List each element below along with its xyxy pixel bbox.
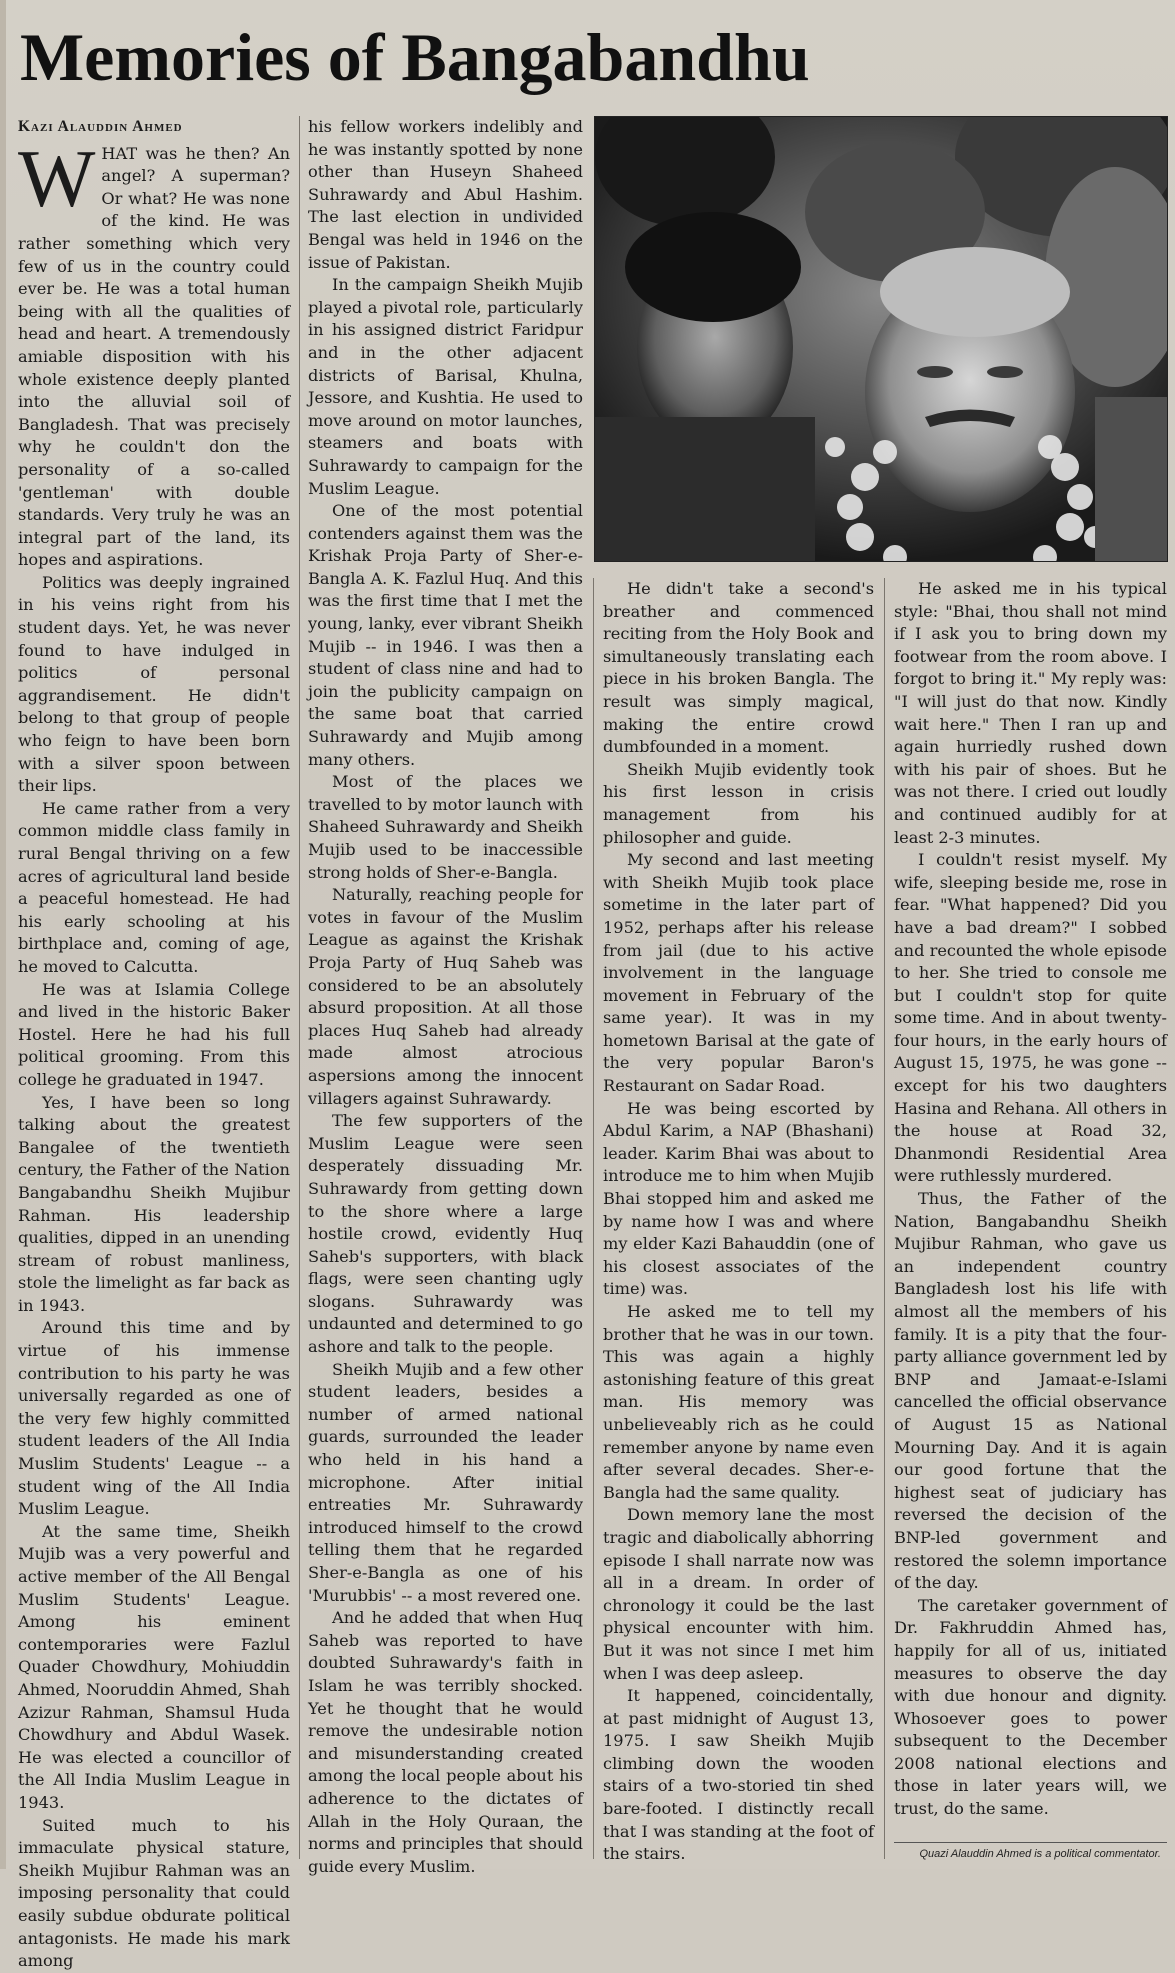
paragraph: Yes, I have been so long talking about the greatest Bangalee of the twentieth century, the Father of the Nation Bangabandhu Sheikh Mujibur Rahman. His leadership qualities, dipped in an unending stream of robust manliness, stole the limelight as far back as in 1943. xyxy=(18,1092,290,1315)
headline: Memories of Bangabandhu xyxy=(20,19,810,95)
news-photo xyxy=(594,116,1168,562)
paragraph: Naturally, reaching people for votes in favour of the Muslim League as against the Krishak Proja Party of Huq Saheb was considered to be an absolutely absurd proposition. At all those places Huq Saheb had already made almost atrocious aspersions among the innocent villagers against Suhrawardy. xyxy=(308,885,583,1108)
paragraph: One of the most potential contenders against them was the Krishak Proja Party of Sher-e-Bangla A. K. Fazlul Huq. And this was the first time that I met the young, lanky, ever vibrant Sheikh Mujib -- in 1946. I was then a student of class nine and had to join the publicity campaign on the same boat that carried Suhrawardy and Mujib among many others. xyxy=(308,501,583,769)
paragraph: Sheikh Mujib evidently took his first lesson in crisis management from his philosopher and guide. xyxy=(603,759,874,847)
column-rule xyxy=(884,578,885,1859)
paragraph: He was at Islamia College and lived in the historic Baker Hostel. Here he had his full political grooming. From this college he graduated in 1947. xyxy=(18,979,290,1089)
byline: Kazi Alauddin Ahmed xyxy=(18,118,183,135)
paragraph: He came rather from a very common middle class family in rural Bengal thriving on a few acres of agricultural land beside a peaceful homestead. He had his early schooling at his birthplace and, coming of age, he moved to Calcutta. xyxy=(18,798,290,976)
paragraph: The caretaker government of Dr. Fakhruddin Ahmed has, happily for all of us, initiated measures to observe the day with due honour and dignity. Whosoever goes to power subsequent to the December 2008 national elections and those in later years will, we trust, do the same. xyxy=(894,1595,1167,1819)
article-column-2 xyxy=(308,116,583,1878)
paragraph: And he added that when Huq Saheb was reported to have doubted Suhrawardy's faith in Islam he was terribly shocked. Yet he thought that he would remove the undesirable notion and misunderstanding created among the local people about his adherence to the dictates of Allah in the Holy Quraan, the norms and principles that should guide every Muslim. xyxy=(308,1608,583,1876)
paragraph: Sheikh Mujib and a few other student leaders, besides a number of armed national guards, surrounded the leader who held in his hand a microphone. After initial entreaties Mr. Suhrawardy introduced himself to the crowd telling them that he regarded Sher-e-Bangla as one of his 'Murubbis' -- a most revered one. xyxy=(308,1359,583,1605)
article-column-4 xyxy=(894,578,1167,1821)
paragraph: It happened, coincidentally, at past midnight of August 13, 1975. I saw Sheikh Mujib climbing down the wooden stairs of a two-storied tin shed bare-footed. I distinctly recall that I was standing at the foot of the stairs. xyxy=(603,1686,874,1864)
paragraph: At the same time, Sheikh Mujib was a very powerful and active member of the All Bengal Muslim Students' League. Among his eminent contemporaries were Fazlul Quader Chowdhury, Mohiuddin Ahmed, Nooruddin Ahmed, Shah Azizur Rahman, Shamsul Huda Chowdhury and Abdul Wasek. He was elected a councillor of the All India Muslim League in 1943. xyxy=(18,1521,290,1812)
article-column-1 xyxy=(18,116,290,1973)
article-column-3 xyxy=(603,578,874,1866)
credit-rule xyxy=(894,1842,1167,1843)
paragraph: Most of the places we travelled to by motor launch with Shaheed Suhrawardy and Sheikh Mujib used to be inaccessible strong holds of Sher-e-Bangla. xyxy=(308,772,583,882)
crowd-photo-illustration xyxy=(595,117,1167,561)
paragraph: his fellow workers indelibly and he was instantly spotted by none other than Huseyn Shaheed Suhrawardy and Abul Hashim. The last election in undivided Bengal was held in 1946 on the issue of Pakistan. xyxy=(308,117,583,272)
paragraph: Around this time and by virtue of his immense contribution to his party he was universally regarded as one of the very few highly committed student leaders of the All India Muslim Students' League -- a student wing of the All India Muslim League. xyxy=(18,1318,290,1519)
paragraph: He didn't take a second's breather and commenced reciting from the Holy Book and simultaneously translating each piece in his broken Bangla. The result was simply magical, making the entire crowd dumbfounded in a moment. xyxy=(603,579,874,757)
paragraph: Down memory lane the most tragic and diabolically abhorring episode I shall narrate now was all in a dream. In order of chronology it could be the last physical encounter with him. But it was not since I met him when I was deep asleep. xyxy=(603,1505,874,1683)
paragraph: The few supporters of the Muslim League were seen desperately dissuading Mr. Suhrawardy from getting down to the shore where a large hostile crowd, evidently Huq Saheb's supporters, with black flags, were seen chanting ugly slogans. Suhrawardy was undaunted and determined to go ashore and talk to the people. xyxy=(308,1111,583,1357)
paragraph: Politics was deeply ingrained in his veins right from his student days. Yet, he was never found to have indulged in politics of personal aggrandisement. He didn't belong to that group of people who feign to have been born with a silver spoon between their lips. xyxy=(18,572,290,796)
paragraph: Suited much to his immaculate physical stature, Sheikh Mujibur Rahman was an imposing personality that could easily subdue obdurate political antagonists. He made his mark among xyxy=(18,1815,290,1971)
paragraph: In the campaign Sheikh Mujib played a pivotal role, particularly in his assigned district Faridpur and in the other adjacent districts of Barisal, Khulna, Jessore, and Kushtia. He used to move around on motor launches, steamers and boats with Suhrawardy to campaign for the Muslim League. xyxy=(308,275,583,498)
column-rule xyxy=(299,116,300,1859)
paragraph: He asked me to tell my brother that he was in our town. This was again a highly astonishing feature of this great man. His memory was unbelieveably rich as he could remember anyone by name even after several decades. Sher-e-Bangla had the same quality. xyxy=(603,1302,874,1502)
column-rule xyxy=(593,578,594,1859)
paragraph: He asked me in his typical style: "Bhai, thou shall not mind if I ask you to bring down my footwear from the room above. I forgot to bring it." My reply was: "I will just do that now. Kindly wait here." Then I ran up and again hurriedly rushed down with his pair of shoes. But he was not there. I cried out loudly and continued audibly for at least 2-3 minutes. xyxy=(894,579,1167,847)
paragraph: My second and last meeting with Sheikh Mujib took place sometime in the later part of 1952, perhaps after his release from jail (due to his active involvement in the language movement in February of the same year). It was in my hometown Barisal at the gate of the very popular Baron's Restaurant on Sadar Road. xyxy=(603,850,874,1096)
paragraph: HAT was he then? An angel? A superman? Or what? He was none of the kind. He was rather something which very few of us in the country could ever be. He was a total human being with all the qualities of head and heart. A tremendously amiable disposition with his whole existence deeply planted into the alluvial soil of Bangladesh. That was precisely why he couldn't don the personality of a so-called 'gentleman' with double standards. Very truly he was an integral part of the land, its hopes and aspirations. xyxy=(18,143,290,570)
paragraph: Thus, the Father of the Nation, Bangabandhu Sheikh Mujibur Rahman, who gave us an independent country Bangladesh lost his life with almost all the members of his family. It is a pity that the four-party alliance government led by BNP and Jamaat-e-Islami cancelled the official observance of August 15 as National Mourning Day. And it is again our good fortune that the highest seat of judiciary has reversed the decision of the BNP-led government and restored the solemn importance of the day. xyxy=(894,1189,1167,1593)
author-credit: Quazi Alauddin Ahmed is a political commentator. xyxy=(919,1848,1161,1860)
paragraph: He was being escorted by Abdul Karim, a NAP (Bhashani) leader. Karim Bhai was about to introduce me to him when Mujib Bhai stopped him and asked me by name how I was and where my elder Kazi Bahauddin (one of his closest associates of the time) was. xyxy=(603,1098,874,1299)
drop-cap: W xyxy=(18,132,96,224)
paragraph: I couldn't resist myself. My wife, sleeping beside me, rose in fear. "What happened? Did you have a bad dream?" I sobbed and recounted the whole episode to her. She tried to console me but I couldn't stop for quite some time. And in about twenty-four hours, in the early hours of August 15, 1975, he was gone -- except for his two daughters Hasina and Rehana. All others in the house at Road 32, Dhanmondi Residential Area were ruthlessly murdered. xyxy=(894,850,1167,1186)
